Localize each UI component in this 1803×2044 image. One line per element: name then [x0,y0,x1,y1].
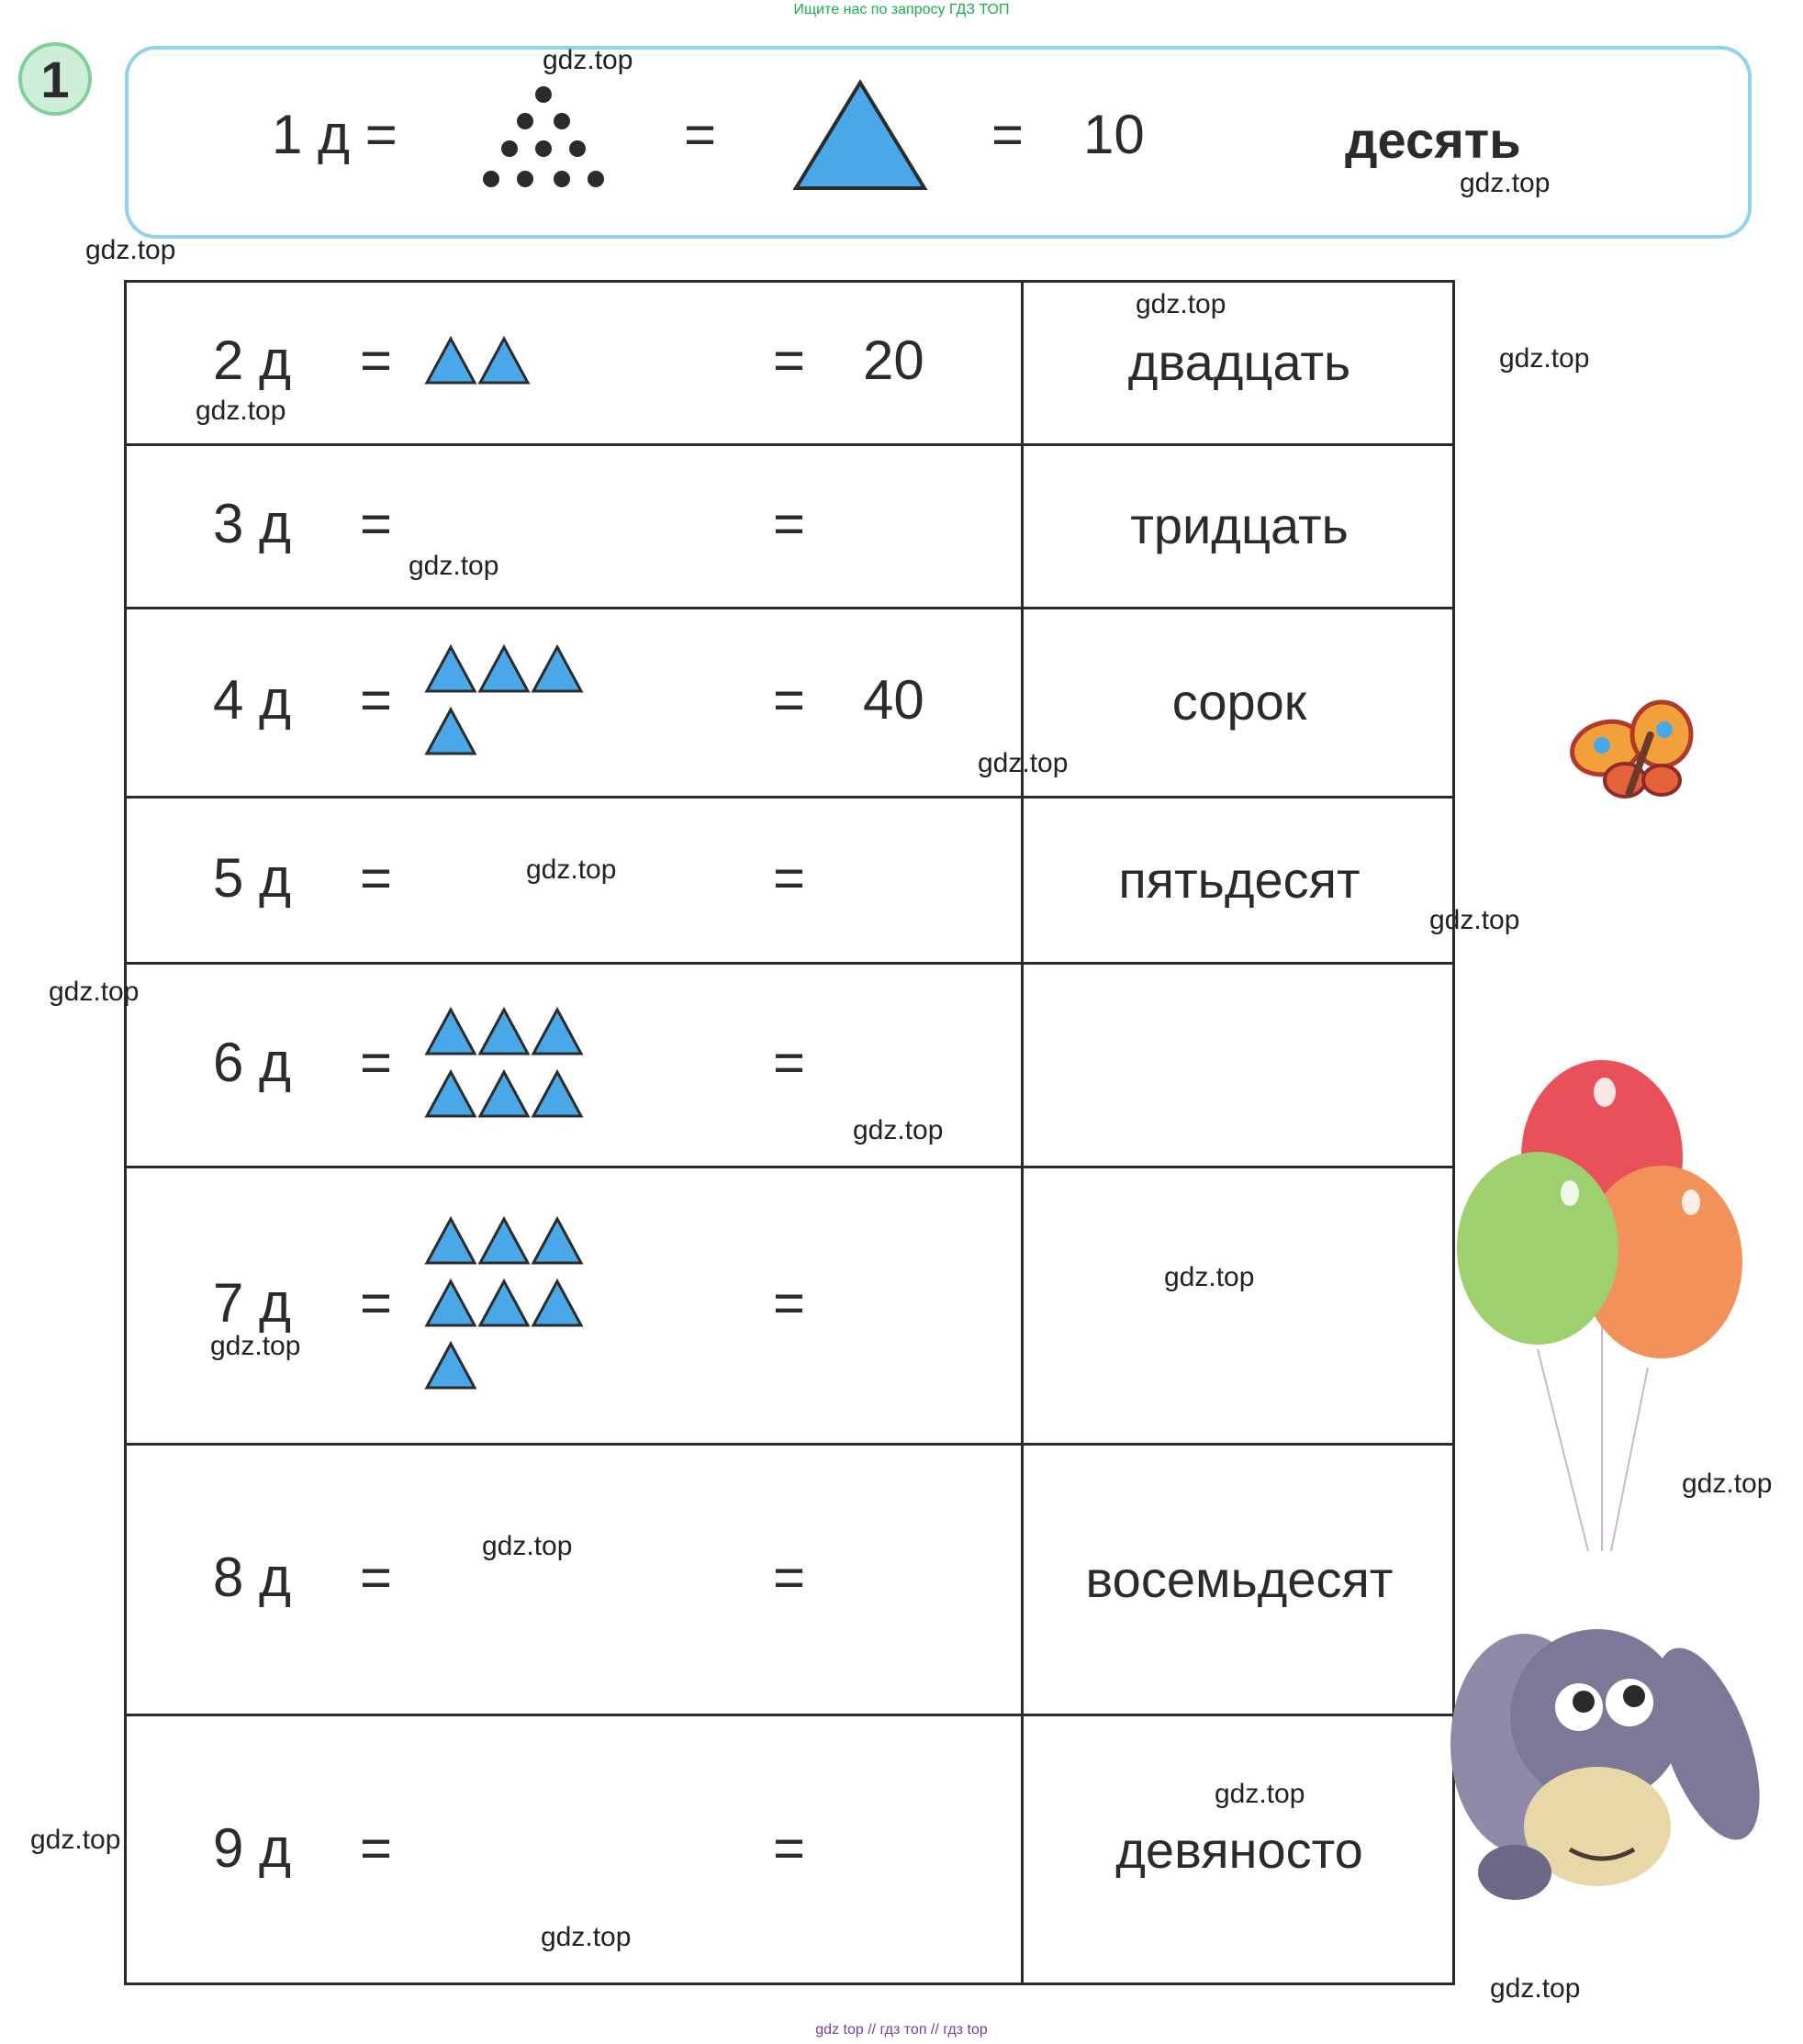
row-equals: = [360,1546,393,1608]
row-equals: = [360,1272,393,1334]
row-divider [124,443,1455,446]
row-label: 7 д [213,1272,292,1334]
row-equals: = [773,1817,806,1879]
row-label: 6 д [213,1032,292,1093]
triangle-icon [424,336,477,385]
row-divider [124,1443,1455,1446]
watermark: gdz.top [196,396,286,426]
row-equals: = [360,493,393,554]
triangle-icon [424,1216,477,1266]
header-word: десять [1345,111,1521,169]
top-note: Ищите нас по запросу ГДЗ ТОП [793,2,1010,17]
row-word: пятьдесят [1118,850,1361,909]
watermark: gdz.top [1490,1973,1581,2004]
row-divider [124,607,1455,609]
row-value: 40 [863,669,924,731]
watermark: gdz.top [541,1922,632,1952]
triangle-icon [424,707,477,756]
watermark: gdz.top [978,748,1069,778]
donkey-icon [1441,1588,1772,1946]
row-word: двадцать [1127,333,1351,391]
row-label: 8 д [213,1546,292,1608]
row-equals: = [360,1817,393,1879]
row-equals: = [773,1032,806,1093]
row-label: 4 д [213,669,292,731]
watermark: gdz.top [482,1531,573,1561]
triangle-icon [531,1279,584,1328]
triangle-icon [424,1069,477,1119]
watermark: gdz.top [85,235,176,265]
row-divider [124,1714,1455,1716]
row-word: тридцать [1130,497,1349,554]
row-equals: = [773,1546,806,1608]
row-word: девяносто [1115,1821,1363,1879]
watermark: gdz.top [1164,1262,1255,1292]
triangle-icon [424,1007,477,1056]
watermark: gdz.top [1499,343,1590,374]
row-label: 2 д [213,329,292,391]
dot-triangle-icon [473,83,620,193]
exercise-number-badge: 1 [18,42,92,116]
row-word: восемьдесят [1085,1549,1394,1608]
watermark: gdz.top [30,1825,121,1855]
triangle-icon [477,1007,531,1056]
triangle-icon [477,1069,531,1119]
row-divider [124,962,1455,965]
row-label: 9 д [213,1817,292,1879]
row-divider [124,1166,1455,1168]
watermark: gdz.top [543,45,633,75]
row-equals: = [773,329,806,391]
watermark: gdz.top [1682,1469,1773,1499]
row-equals: = [360,669,393,731]
butterfly-icon [1565,688,1703,826]
watermark: gdz.top [1136,289,1226,319]
triangle-icon [424,1341,477,1391]
watermark: gdz.top [853,1115,944,1145]
header-eq1: = [684,104,717,165]
watermark: gdz.top [210,1331,301,1361]
triangle-icon [424,644,477,694]
watermark: gdz.top [409,551,499,581]
row-equals: = [773,1272,806,1334]
row-label: 5 д [213,846,292,909]
row-value: 20 [863,329,924,391]
triangle-icon [531,1007,584,1056]
row-equals: = [773,669,806,731]
watermark: gdz.top [1460,168,1551,198]
triangle-icon [477,1279,531,1328]
watermark: gdz.top [526,854,617,885]
triangle-icon [477,1216,531,1266]
triangle-icon [477,644,531,694]
header-eq2: = [991,104,1025,165]
row-divider [124,796,1455,799]
triangle-icon [477,336,531,385]
row-equals: = [360,1032,393,1093]
triangle-icon [531,1216,584,1266]
header-value: 10 [1083,104,1145,165]
bottom-note: gdz top // гдз топ // гдз top [815,2022,988,2038]
header-lhs: 1 д = [272,104,398,165]
triangle-icon [424,1279,477,1328]
big-triangle-icon [791,78,929,193]
watermark: gdz.top [49,977,140,1007]
row-equals: = [773,493,806,554]
row-equals: = [360,846,393,909]
row-equals: = [360,329,393,391]
triangle-icon [531,1069,584,1119]
row-word: сорок [1171,673,1307,731]
watermark: gdz.top [1215,1779,1305,1809]
triangle-icon [531,644,584,694]
watermark: gdz.top [1429,905,1520,935]
row-label: 3 д [213,493,292,554]
row-equals: = [773,846,806,909]
